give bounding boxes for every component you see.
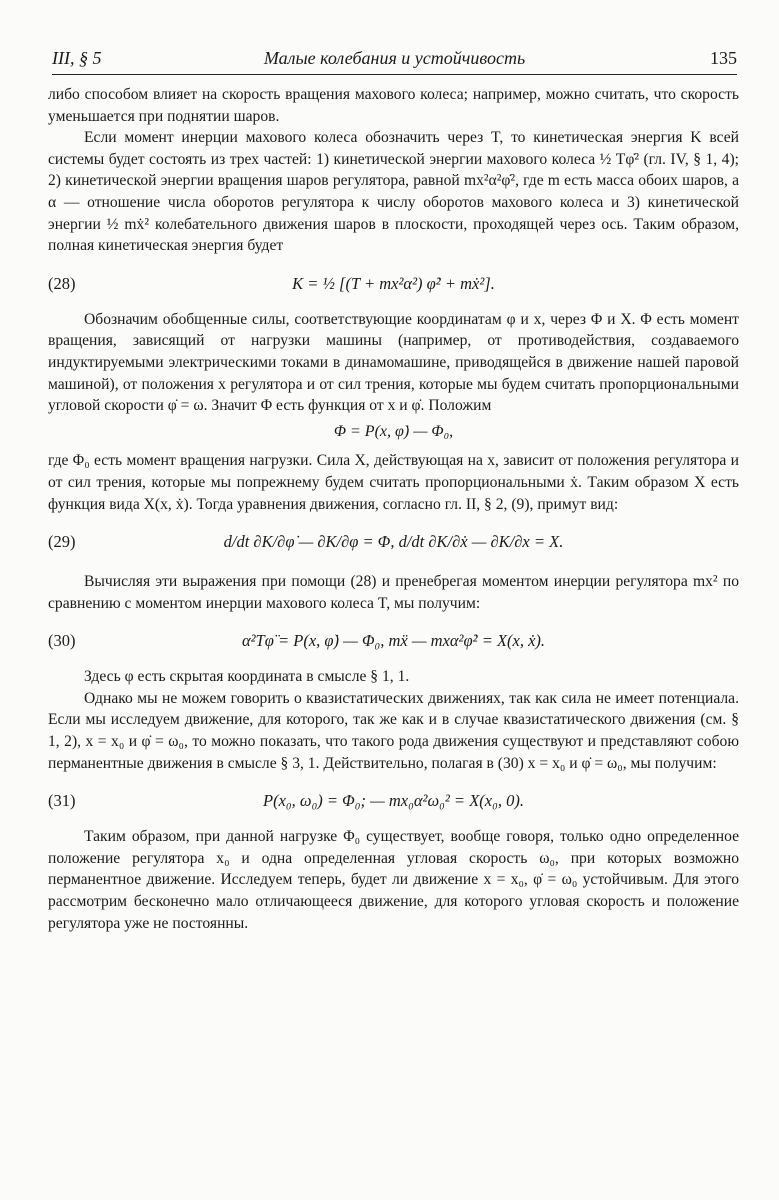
chapter-title: Малые колебания и устойчивость — [263, 48, 526, 68]
equation-31 — [48, 780, 739, 820]
section-reference: III, § 5 — [52, 48, 102, 68]
equation-phi-definition: Φ = P(x, φ̇) — Φ₀, — [333, 422, 454, 440]
equation-30 — [48, 620, 739, 660]
paragraph-3: Обозначим обобщенные силы, соответствующие координатам φ и x, через Φ и X. Φ есть момент вращения, зависящий от нагрузки машины (например, от противодействия, создаваемого индуктируемыми электрическими токами в динамомашине, приводящейся в движение нашей паровой машиной), от положения x регулятора и от сил трения, которые мы будем считать пропорциональными угловой скорости φ̇ = ω. Значит Φ есть функция от x и φ̇. Положим — [48, 310, 739, 415]
paragraph-4: где Φ₀ есть момент вращения нагрузки. Сила X, действующая на x, зависит от положения регулятора и от сил трения, которые мы попрежнему будем считать пропорциональными ẋ. Таким образом X есть функция вида X(x, ẋ). Тогда уравнения движения, согласно гл. II, § 2, (9), примут вид: — [48, 452, 739, 513]
equation-28 — [48, 263, 739, 303]
equation-number: (31) — [48, 791, 76, 811]
running-header — [52, 48, 737, 74]
paragraph-1: либо способом влияет на скорость вращения махового колеса; например, можно считать, что скорость уменьшается при поднятии шаров. — [48, 86, 739, 125]
equation-29 — [48, 521, 739, 565]
equation-number: (30) — [48, 631, 76, 651]
paragraph-8: Таким образом, при данной нагрузке Φ₀ существует, вообще говоря, только одно определенное положение регулятора x₀ и одна определенная угловая скорость ω₀, при которых возможно перманентное движение. Исследуем теперь, будет ли движение x = x₀, φ̇ = ω₀ устойчивым. Для этого рассмотрим бесконечно мало отличающееся движение, для которого угловая скорость и положение регулятора уже не постоянны. — [48, 828, 739, 932]
paragraph-5: Вычисляя эти выражения при помощи (28) и пренебрегая моментом инерции регулятора mx² по сравнению с моментом инерции махового колеса T, мы получим: — [48, 573, 739, 612]
paragraph-6: Здесь φ есть скрытая координата в смысле § 1, 1. — [84, 668, 410, 686]
page-number: 135 — [710, 48, 737, 68]
paragraph-7: Однако мы не можем говорить о квазистатических движениях, так как сила не имеет потенциала. Если мы исследуем движение, для которого, так же как и в случае квазистатического движения (см. § 1, 2), x = x₀ и φ̇ = ω₀, то можно показать, что такого рода движения существуют и представляют собою перманентные движения в смысле § 3, 1. Действительно, полагая в (30) x = x₀ и φ̇ = ω₀, мы получим: — [48, 689, 739, 772]
equation-number: (28) — [48, 273, 76, 293]
equation-formula: α²Tφ̈ = P(x, φ̇) — Φ₀, mẍ — mxα²φ̇² = X(x, ẋ). — [241, 631, 546, 651]
equation-formula: K = ½ [(T + mx²α²) φ̇² + mẋ²]. — [292, 273, 495, 293]
equation-formula: P(x₀, ω₀) = Φ₀; — mx₀α²ω₀² = X(x₀, 0). — [263, 791, 524, 811]
paragraph-2: Если момент инерции махового колеса обозначить через T, то кинетическая энергия K всей системы будет состоять из трех частей: 1) кинетической энергии махового колеса ½ Tφ̇² (гл. IV, § 1, 4); 2) кинетической энергии вращения шаров регулятора, равной mx²α²φ̇², где m есть масса обоих шаров, а α — отношение числа оборотов регулятора к числу оборотов махового колеса и 3) кинетической энергии ½ mẋ² колебательного движения шаров в плоскости, проходящей через ось. Таким образом, полная кинетическая энергия будет — [48, 129, 739, 255]
equation-formula: d/dt ∂K/∂φ̇ — ∂K/∂φ = Φ, d/dt ∂K/∂ẋ — ∂K/∂x = X. — [223, 532, 564, 552]
page-body — [48, 84, 739, 934]
equation-number: (29) — [48, 532, 76, 552]
header-rule — [52, 74, 737, 75]
